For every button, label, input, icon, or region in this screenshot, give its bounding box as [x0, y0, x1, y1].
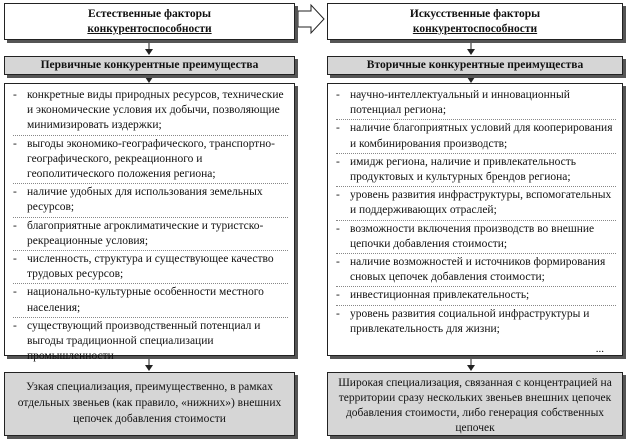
list-item: - благоприятные агроклиматические и туристско-рекреационные условия;	[13, 219, 288, 251]
list-item: - наличие благоприятных условий для кооперирования и комбинирования производств;	[336, 121, 616, 153]
list-item: - наличие удобных для использования земельных ресурсов;	[13, 185, 288, 217]
broad-specialization-result: Широкая специализация, связанная с концентрацией на территории сразу нескольких звеньев внешних цепочек добавления стоимости, либо генерация собственных цепочек	[327, 372, 623, 436]
primary-advantages-bar: Первичные конкурентные преимущества	[4, 56, 295, 75]
list-item: - численность, структура и существующее качество трудовых ресурсов;	[13, 252, 288, 284]
secondary-advantages-list	[328, 84, 622, 338]
list-item: - существующий производственный потенциал и выгоды традиционной специализации промышленности	[13, 319, 288, 366]
list-item: - имидж региона, наличие и привлекательность продуктовых и культурных брендов региона;	[336, 155, 616, 187]
artificial-factors-title-line1: Искусственные факторы	[409, 8, 541, 20]
list-continuation-ellipsis: ...	[595, 343, 604, 355]
list-item: - уровень развития социальной инфраструктуры и привлекательность для жизни;	[336, 307, 616, 338]
right-arrow-top-head	[467, 49, 475, 55]
list-item: - инвестиционная привлекательность;	[336, 288, 616, 305]
left-arrow-bottom-head	[145, 365, 153, 371]
header-link-arrow	[298, 5, 324, 33]
list-item: - конкретные виды природных ресурсов, технические и экономические условия их добычи, позволяющие минимизировать издержки;	[13, 88, 288, 136]
primary-advantages-list-box	[4, 83, 295, 363]
left-arrow-top-head	[145, 49, 153, 55]
natural-factors-header	[4, 3, 295, 40]
primary-advantages-list	[5, 84, 294, 365]
right-arrow-bottom-head	[467, 365, 475, 371]
list-item: - возможности включения производств во внешние цепочки добавления стоимости;	[336, 222, 616, 254]
list-item: - выгоды экономико-географического, транспортно-географического, рекреационного и геополитического положения региона;	[13, 137, 288, 185]
natural-factors-title-line2: конкурентоспособности	[87, 23, 212, 35]
narrow-specialization-result: Узкая специализация, преимущественно, в рамках отдельных звеньев (как правило, «нижних») внешних цепочек добавления стоимости	[4, 372, 295, 436]
list-item: - национально-культурные особенности местного населения;	[13, 285, 288, 317]
list-item: - научно-интеллектуальный и инновационный потенциал региона;	[336, 88, 616, 120]
secondary-advantages-bar: Вторичные конкурентные преимущества	[327, 56, 623, 75]
secondary-advantages-list-box	[327, 83, 623, 356]
natural-factors-title-line1: Естественные факторы	[88, 8, 211, 20]
artificial-factors-title-line2: конкурентоспособности	[412, 23, 538, 35]
list-item: - наличие возможностей и источников формирования сновых цепочек добавления стоимости;	[336, 255, 616, 287]
artificial-factors-header	[327, 3, 623, 40]
list-item: - уровень развития инфраструктуры, вспомогательных и поддерживающих отраслей;	[336, 188, 616, 220]
